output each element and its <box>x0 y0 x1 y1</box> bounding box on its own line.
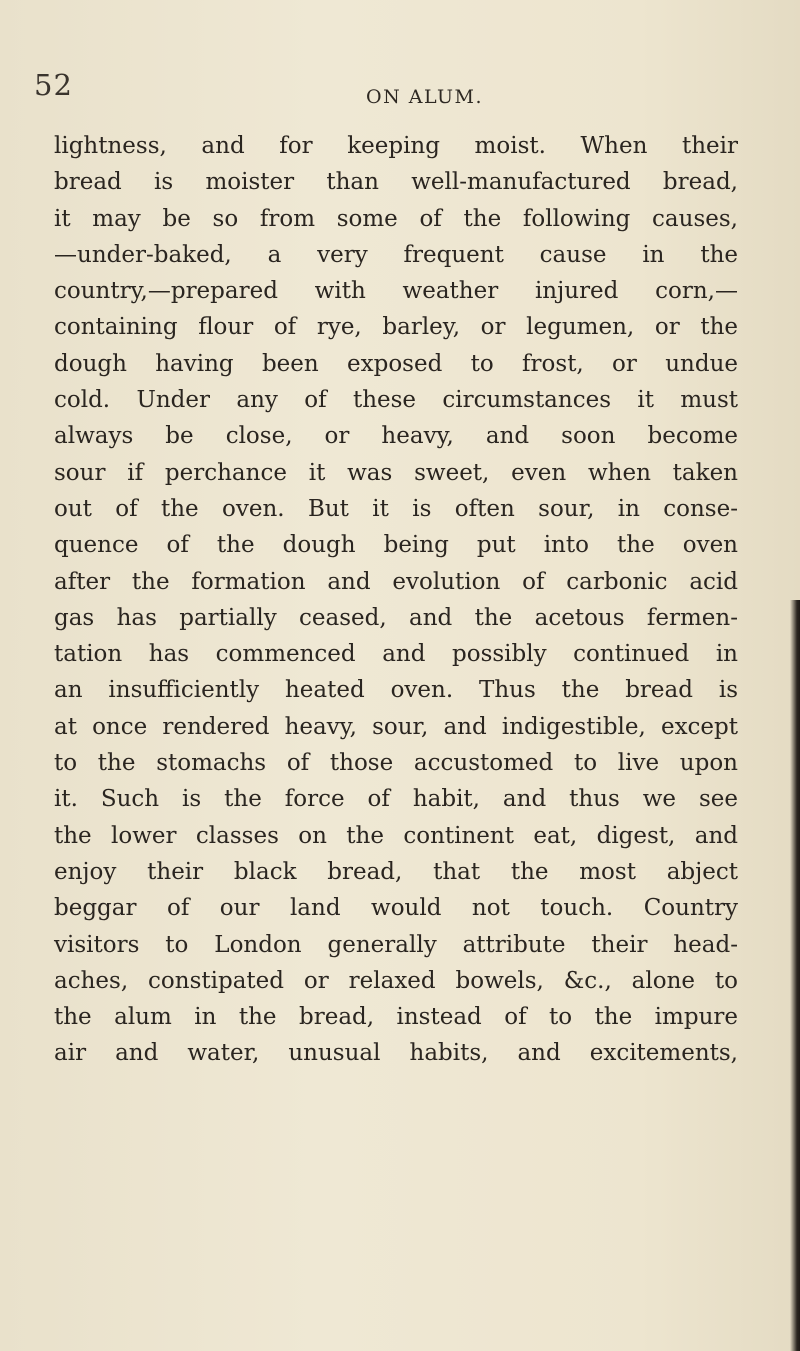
text-line: visitors to London generally attribute their head- <box>54 931 738 958</box>
text-line: lightness, and for keeping moist. When their <box>54 133 738 159</box>
text-line: dough having been exposed to frost, or undue <box>54 350 738 377</box>
text-line: air and water, unusual habits, and excitements, <box>54 1040 738 1067</box>
text-line: cold. Under any of these circumstances it must <box>54 387 738 414</box>
text-line: an insufficiently heated oven. Thus the bread is <box>54 677 738 704</box>
body-text <box>54 128 738 1072</box>
text-line: tation has commenced and possibly continued in <box>54 641 738 668</box>
page-number: 52 <box>34 68 73 102</box>
text-line: always be close, or heavy, and soon become <box>54 423 738 450</box>
running-head: ON ALUM. <box>366 86 484 108</box>
text-line: country,—prepared with weather injured corn,— <box>54 278 738 305</box>
text-line: to the stomachs of those accustomed to live upon <box>54 750 738 777</box>
text-line: beggar of our land would not touch. Country <box>54 895 738 922</box>
text-line: quence of the dough being put into the oven <box>54 532 738 559</box>
text-line: it. Such is the force of habit, and thus we see <box>54 786 738 813</box>
text-line: after the formation and evolution of carbonic acid <box>54 568 738 595</box>
text-line: bread is moister than well-manufactured bread, <box>54 169 738 196</box>
text-line: it may be so from some of the following causes, <box>54 205 738 232</box>
page-edge-shadow <box>790 600 800 1351</box>
text-line: —under-baked, a very frequent cause in the <box>54 241 738 268</box>
text-line: containing flour of rye, barley, or legumen, or the <box>54 314 738 341</box>
text-line: gas has partially ceased, and the acetous fermen- <box>54 604 738 631</box>
text-line: enjoy their black bread, that the most abject <box>54 858 738 885</box>
text-line: aches, constipated or relaxed bowels, &c., alone to <box>54 967 738 994</box>
text-line: the lower classes on the continent eat, digest, and <box>54 822 738 849</box>
text-line: sour if perchance it was sweet, even when taken <box>54 459 738 486</box>
text-line: at once rendered heavy, sour, and indigestible, except <box>54 713 738 740</box>
text-line: out of the oven. But it is often sour, in conse- <box>54 495 738 522</box>
text-line: the alum in the bread, instead of to the impure <box>54 1004 738 1031</box>
